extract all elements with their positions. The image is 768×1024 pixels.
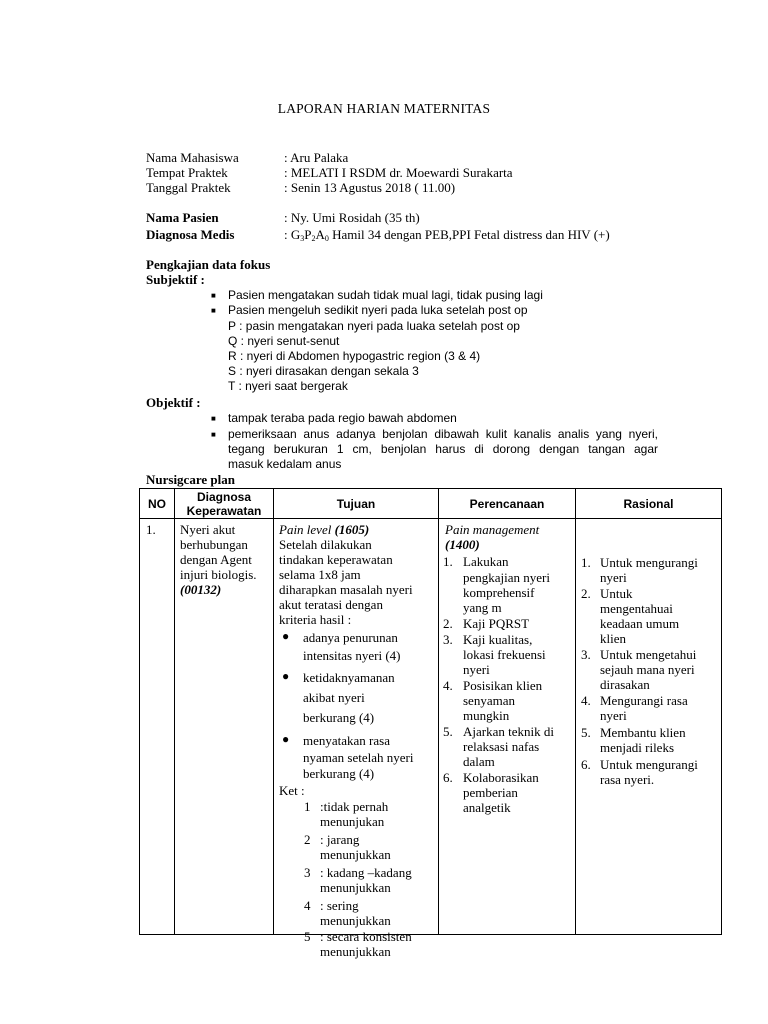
plan-title: Pain management	[445, 522, 540, 537]
plan-line: senyaman	[463, 693, 515, 708]
tujuan-intro-line: akut teratasi dengan	[279, 597, 383, 612]
rasional-line: Membantu klien	[600, 725, 686, 740]
rasional-number: 4.	[581, 693, 591, 708]
careplan-heading: Nursigcare plan	[146, 472, 235, 487]
tujuan-intro-line: kriteria hasil :	[279, 612, 352, 627]
plan-line: Ajarkan teknik di	[463, 724, 554, 739]
dx-g: G	[290, 227, 301, 242]
plan-number: 6.	[443, 770, 453, 785]
careplan-table	[139, 488, 722, 959]
dx-a: A	[315, 227, 325, 242]
pqrst-item: Q : nyeri senut-senut	[228, 334, 340, 348]
label-nama-pasien: Nama Pasien	[146, 210, 219, 225]
label-tempat-praktek: Tempat Praktek	[146, 165, 228, 180]
rasional-line: nyeri	[600, 708, 627, 723]
rasional-line: menjadi rileks	[600, 740, 675, 755]
ket-text: :tidak pernah	[320, 799, 389, 814]
plan-line: pengkajian nyeri	[463, 570, 550, 585]
pqrst-item: P : pasin mengatakan nyeri pada luaka setelah post op	[228, 319, 520, 333]
rasional-line: dirasakan	[600, 677, 650, 692]
pqrst-item: T : nyeri saat bergerak	[228, 379, 348, 393]
plan-code: (1400)	[445, 537, 480, 552]
label-diagnosa-medis: Diagnosa Medis	[146, 227, 235, 242]
plan-line: pemberian	[463, 785, 518, 800]
criteria-line: berkurang (4)	[303, 710, 375, 725]
criteria-line: akibat nyeri	[303, 690, 365, 705]
value-diagnosa-medis	[284, 227, 610, 243]
rasional-line: keadaan umum	[600, 616, 680, 631]
plan-line: Posisikan klien	[463, 678, 543, 693]
rasional-line: Untuk mengurangi	[600, 555, 698, 570]
ket-number: 4	[304, 898, 311, 913]
table-header-row	[140, 489, 722, 519]
cell-tujuan	[274, 519, 439, 959]
plan-line: dalam	[463, 754, 495, 769]
rasional-line: Mengurangi rasa	[600, 693, 688, 708]
value-tanggal-praktek: : Senin 13 Agustus 2018 ( 11.00)	[284, 180, 456, 195]
ket-text: menunjukkan	[320, 913, 391, 928]
ket-text: menunjukkan	[320, 944, 391, 959]
ket-text: : kadang –kadang	[320, 865, 412, 880]
col-header-no: NO	[140, 489, 175, 519]
page-title: LAPORAN HARIAN MATERNITAS	[277, 101, 491, 116]
value-nama-mahasiswa: : Aru Palaka	[284, 150, 349, 165]
col-header-perencanaan: Perencanaan	[439, 489, 576, 519]
plan-number: 5.	[443, 724, 453, 739]
ket-number: 2	[304, 832, 311, 847]
col-header-tujuan: Tujuan	[274, 489, 439, 519]
tujuan-title	[279, 522, 369, 537]
criteria-line: intensitas nyeri (4)	[303, 648, 401, 663]
subjective-item: Pasien mengatakan sudah tidak mual lagi, tidak pusing lagi	[228, 288, 543, 302]
ket-number: 3	[304, 865, 311, 880]
tujuan-code: (1605)	[331, 522, 370, 537]
plan-line: komprehensif	[463, 585, 535, 600]
rasional-line: Untuk mengetahui	[600, 647, 697, 662]
rasional-line: mengentahuai	[600, 601, 673, 616]
ket-text: : sering	[320, 898, 359, 913]
ket-text: : secara konsisten	[320, 929, 412, 944]
bullet-icon: ■	[211, 291, 216, 300]
plan-line: lokasi frekuensi	[463, 647, 546, 662]
rasional-number: 2.	[581, 586, 591, 601]
tujuan-intro-line: diharapkan masalah nyeri	[279, 582, 413, 597]
ket-number: 5	[304, 929, 311, 944]
assessment-heading: Pengkajian data fokus	[146, 257, 271, 272]
diagnosa-line: dengan Agent	[180, 552, 252, 567]
ket-text: menunjukkan	[320, 847, 391, 862]
plan-line: Kolaborasikan	[463, 770, 539, 785]
plan-line: Kaji kualitas,	[463, 632, 533, 647]
tujuan-intro-line: Setelah dilakukan	[279, 537, 372, 552]
rasional-line: nyeri	[600, 570, 627, 585]
subjective-label: Subjektif :	[146, 272, 205, 287]
rasional-line: rasa nyeri.	[600, 772, 655, 787]
ket-number: 1	[304, 799, 311, 814]
rasional-number: 5.	[581, 725, 591, 740]
criteria-line: menyatakan rasa	[303, 733, 390, 748]
cell-no	[140, 519, 175, 935]
dx-p-sub: 2	[311, 234, 316, 243]
tujuan-title-text: Pain level	[279, 522, 332, 537]
criteria-line: nyaman setelah nyeri	[303, 750, 414, 765]
tujuan-intro-line: selama 1x8 jam	[279, 567, 361, 582]
cell-rasional	[576, 519, 722, 935]
pqrst-item: S : nyeri dirasakan dengan sekala 3	[228, 364, 419, 378]
bullet-icon: ●	[282, 669, 290, 683]
ket-label: Ket :	[279, 783, 305, 798]
rasional-number: 3.	[581, 647, 591, 662]
subjective-item: Pasien mengeluh sedikit nyeri pada luka setelah post op	[228, 303, 528, 317]
ket-text: menunjukan	[320, 814, 385, 829]
ket-text: menunjukkan	[320, 880, 391, 895]
diagnosa-code: (00132)	[180, 582, 222, 597]
pqrst-item: R : nyeri di Abdomen hypogastric region (3 & 4)	[228, 349, 481, 363]
dx-g-sub: 3	[300, 234, 305, 243]
rasional-line: Untuk	[600, 586, 633, 601]
plan-line: yang m	[463, 600, 502, 615]
rasional-line: sejauh mana nyeri	[600, 662, 695, 677]
objective-item: tampak teraba pada regio bawah abdomen	[228, 411, 457, 425]
objective-item: pemeriksaan anus adanya benjolan dibawah kulit kanalis analis yang nyeri,	[228, 427, 658, 441]
label-nama-mahasiswa: Nama Mahasiswa	[146, 150, 239, 165]
rasional-number: 6.	[581, 757, 591, 772]
plan-line: nyeri	[463, 662, 490, 677]
dx-rest: Hamil 34 dengan PEB,PPI Fetal distress dan HIV (+)	[328, 227, 610, 242]
table-row	[140, 519, 722, 935]
plan-line: relaksasi nafas	[463, 739, 540, 754]
ket-text: : jarang	[320, 832, 360, 847]
cell-diagnosa	[175, 519, 274, 935]
diagnosa-line: injuri biologis.	[180, 567, 257, 582]
plan-number: 4.	[443, 678, 453, 693]
criteria-line: ketidaknyamanan	[303, 670, 395, 685]
diagnosa-line: berhubungan	[180, 537, 248, 552]
bullet-icon: ●	[282, 629, 290, 643]
criteria-line: adanya penurunan	[303, 630, 398, 645]
dx-p: P	[304, 227, 312, 242]
objective-item: tegang berukuran 1 cm, benjolan harus di dorong dengan tangan agar	[228, 442, 658, 456]
bullet-icon: ●	[282, 732, 290, 746]
value-nama-pasien: : Ny. Umi Rosidah (35 th)	[284, 210, 420, 225]
diagnosa-line: Nyeri akut	[180, 522, 236, 537]
value-tempat-praktek: : MELATI I RSDM dr. Moewardi Surakarta	[284, 165, 513, 180]
rasional-line: klien	[600, 631, 626, 646]
rasional-line: Untuk mengurangi	[600, 757, 698, 772]
dx-prefix: :	[284, 227, 291, 242]
objective-item: masuk kedalam anus	[228, 457, 342, 471]
plan-number: 3.	[443, 632, 453, 647]
dx-a-sub: 0	[324, 234, 329, 243]
cell-perencanaan	[439, 519, 576, 935]
header-diagnosa-line2: Keperawatan	[186, 503, 262, 518]
plan-line: mungkin	[463, 708, 510, 723]
tujuan-intro-line: tindakan keperawatan	[279, 552, 393, 567]
plan-line: Lakukan	[463, 554, 509, 569]
plan-number: 1.	[443, 554, 453, 569]
plan-line: Kaji PQRST	[463, 616, 530, 631]
row-number: 1.	[146, 522, 156, 537]
col-header-diagnosa	[175, 489, 274, 519]
criteria-line: berkurang (4)	[303, 766, 375, 781]
plan-line: analgetik	[463, 800, 511, 815]
plan-number: 2.	[443, 616, 453, 631]
bullet-icon: ■	[211, 306, 216, 315]
label-tanggal-praktek: Tanggal Praktek	[146, 180, 231, 195]
header-diagnosa-line1: Diagnosa	[196, 489, 251, 504]
objective-label: Objektif :	[146, 395, 201, 410]
bullet-icon: ■	[211, 430, 216, 439]
col-header-rasional: Rasional	[576, 489, 722, 519]
rasional-number: 1.	[581, 555, 591, 570]
bullet-icon: ■	[211, 414, 216, 423]
